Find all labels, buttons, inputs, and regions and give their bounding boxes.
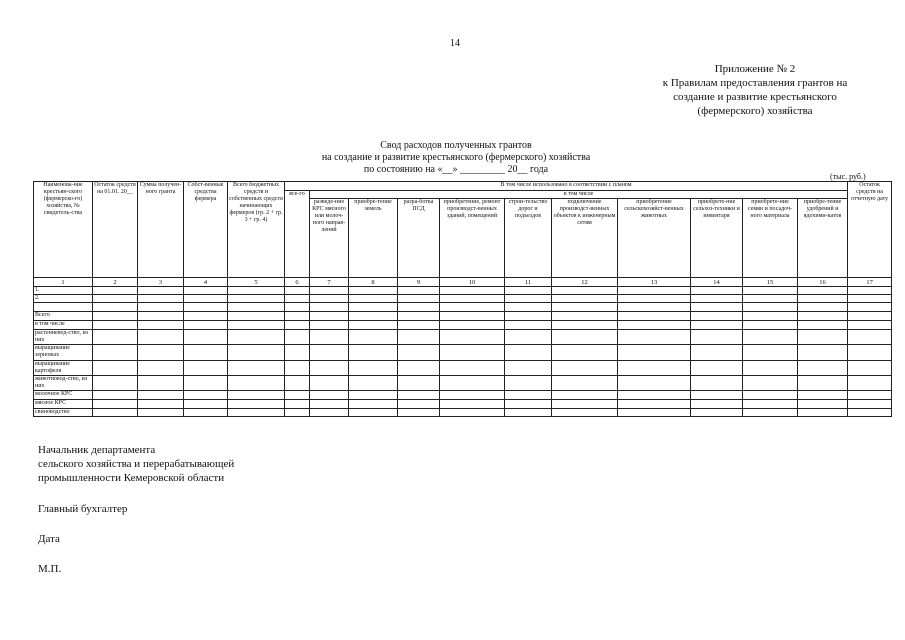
table-cell[interactable] [184, 321, 228, 330]
table-cell[interactable] [552, 409, 618, 417]
table-cell[interactable] [310, 409, 349, 417]
table-cell[interactable] [848, 330, 892, 345]
table-cell[interactable] [552, 376, 618, 391]
table-cell[interactable] [505, 295, 552, 303]
units-label: (тыс. руб.) [830, 172, 866, 181]
head-title-line-1: Начальник департамента [38, 444, 156, 456]
table-cell[interactable] [743, 287, 798, 295]
table-cell[interactable] [798, 330, 848, 345]
header-utilities: подключение производст-венных объектов к инженерным сетям [552, 199, 618, 278]
header-machinery: приобрете-ние сельхоз-техники и инвентаря [691, 199, 743, 278]
table-cell[interactable] [285, 376, 310, 391]
table-cell[interactable] [552, 295, 618, 303]
table-cell[interactable] [285, 345, 310, 361]
table-cell[interactable] [285, 321, 310, 330]
table-cell[interactable] [743, 400, 798, 409]
header-total-funds: Всего бюджетных средств и собственных средств начинающих фермеров (гр. 2 + гр. 3 + гр. 4) [228, 182, 285, 278]
table-cell[interactable] [618, 345, 691, 361]
table-cell[interactable] [184, 303, 228, 312]
table-row [34, 361, 892, 376]
table-cell[interactable] [798, 312, 848, 321]
row-label: 1. [34, 287, 93, 295]
table-cell[interactable] [93, 345, 138, 361]
table-cell[interactable] [310, 312, 349, 321]
table-cell[interactable] [228, 409, 285, 417]
row-label [34, 303, 93, 312]
table-cell[interactable] [310, 376, 349, 391]
column-number: 2 [93, 278, 138, 287]
header-buildings: приобретение, ремонт производст-венных зданий, помещений [440, 199, 505, 278]
column-number: 16 [798, 278, 848, 287]
appendix-header [600, 62, 905, 118]
table-cell[interactable] [349, 345, 398, 361]
table-cell[interactable] [505, 361, 552, 376]
table-cell[interactable] [691, 345, 743, 361]
table-cell[interactable] [349, 409, 398, 417]
head-signature-block [38, 443, 234, 485]
column-number: 7 [310, 278, 349, 287]
row-label: выращивание картофеля [34, 361, 93, 376]
table-cell[interactable] [138, 330, 184, 345]
table-cell[interactable] [743, 303, 798, 312]
title-line-1: Свод расходов полученных грантов [380, 140, 532, 151]
column-number: 3 [138, 278, 184, 287]
table-cell[interactable] [398, 321, 440, 330]
table-cell[interactable] [440, 361, 505, 376]
table-cell[interactable] [310, 400, 349, 409]
table-row [34, 391, 892, 400]
table-cell[interactable] [440, 312, 505, 321]
column-number: 8 [349, 278, 398, 287]
appendix-line-4: (фермерского) хозяйства [697, 105, 813, 117]
table-cell[interactable] [552, 303, 618, 312]
column-numbers-row [34, 278, 892, 287]
table-cell[interactable] [93, 409, 138, 417]
table-cell[interactable] [691, 391, 743, 400]
table-cell[interactable] [618, 376, 691, 391]
table-cell[interactable] [310, 361, 349, 376]
table-cell[interactable] [398, 287, 440, 295]
column-number: 10 [440, 278, 505, 287]
table-cell[interactable] [848, 321, 892, 330]
table-cell[interactable] [440, 391, 505, 400]
table-cell[interactable] [691, 303, 743, 312]
header-animals: приобретение сельскохозяйст-венных животных [618, 199, 691, 278]
table-cell[interactable] [440, 330, 505, 345]
table-cell[interactable] [440, 400, 505, 409]
table-cell[interactable] [310, 391, 349, 400]
table-row [34, 287, 892, 295]
table-cell[interactable] [743, 321, 798, 330]
table-cell[interactable] [285, 400, 310, 409]
table-cell[interactable] [398, 312, 440, 321]
table-cell[interactable] [848, 409, 892, 417]
table-cell[interactable] [184, 400, 228, 409]
table-cell[interactable] [440, 303, 505, 312]
row-label: свиноводство [34, 409, 93, 417]
table-cell[interactable] [349, 295, 398, 303]
table-cell[interactable] [398, 295, 440, 303]
table-cell[interactable] [184, 287, 228, 295]
table-cell[interactable] [138, 400, 184, 409]
table-cell[interactable] [848, 391, 892, 400]
table-cell[interactable] [743, 312, 798, 321]
header-including: в том числе [310, 191, 848, 199]
header-seeds: приобрете-ние семян и посадоч-ного материала [743, 199, 798, 278]
table-cell[interactable] [552, 287, 618, 295]
table-cell[interactable] [552, 312, 618, 321]
table-cell[interactable] [743, 376, 798, 391]
table-cell[interactable] [798, 361, 848, 376]
table-cell[interactable] [618, 400, 691, 409]
table-cell[interactable] [285, 409, 310, 417]
appendix-line-2: к Правилам предоставления грантов на [662, 77, 848, 89]
table-cell[interactable] [138, 376, 184, 391]
table-cell[interactable] [618, 409, 691, 417]
table-cell[interactable] [349, 376, 398, 391]
row-label: в том числе [34, 321, 93, 330]
table-cell[interactable] [310, 321, 349, 330]
table-cell[interactable] [398, 361, 440, 376]
table-cell[interactable] [310, 303, 349, 312]
table-cell[interactable] [398, 391, 440, 400]
table-cell[interactable] [505, 376, 552, 391]
column-number: 5 [228, 278, 285, 287]
table-cell[interactable] [228, 287, 285, 295]
table-row [34, 312, 892, 321]
table-cell[interactable] [349, 303, 398, 312]
title-line-3: по состоянию на «__» _________ 20__ года [363, 164, 549, 175]
table-cell[interactable] [138, 345, 184, 361]
table-cell[interactable] [691, 400, 743, 409]
row-label: 2. [34, 295, 93, 303]
table-cell[interactable] [93, 321, 138, 330]
table-cell[interactable] [552, 330, 618, 345]
table-cell[interactable] [505, 409, 552, 417]
table-cell[interactable] [618, 330, 691, 345]
table-cell[interactable] [93, 303, 138, 312]
table-cell[interactable] [228, 321, 285, 330]
header-used-group: В том числе использовано в соответствии с планом [285, 182, 848, 191]
table-cell[interactable] [398, 409, 440, 417]
table-cell[interactable] [440, 295, 505, 303]
table-row [34, 400, 892, 409]
column-number: 13 [618, 278, 691, 287]
table-cell[interactable] [618, 295, 691, 303]
table-cell[interactable] [349, 321, 398, 330]
table-cell[interactable] [743, 330, 798, 345]
table-cell[interactable] [228, 312, 285, 321]
header-land: приобре-тение земель [349, 199, 398, 278]
table-cell[interactable] [228, 391, 285, 400]
appendix-line-3: создание и развитие крестьянского [673, 91, 837, 103]
table-cell[interactable] [618, 312, 691, 321]
column-number: 12 [552, 278, 618, 287]
table-cell[interactable] [440, 376, 505, 391]
table-cell[interactable] [440, 409, 505, 417]
column-number: 11 [505, 278, 552, 287]
table-cell[interactable] [798, 376, 848, 391]
table-cell[interactable] [349, 330, 398, 345]
table-cell[interactable] [848, 303, 892, 312]
header-grant-amount: Сумма получен-ного гранта [138, 182, 184, 278]
table-cell[interactable] [285, 295, 310, 303]
row-label: животновод-ство, из них [34, 376, 93, 391]
row-label: Всего [34, 312, 93, 321]
table-cell[interactable] [505, 303, 552, 312]
table-cell[interactable] [691, 330, 743, 345]
table-row [34, 409, 892, 417]
table-cell[interactable] [184, 312, 228, 321]
stamp-label: М.П. [38, 563, 62, 575]
table-cell[interactable] [138, 361, 184, 376]
table-cell[interactable] [505, 391, 552, 400]
table-cell[interactable] [285, 330, 310, 345]
table-cell[interactable] [310, 287, 349, 295]
table-cell[interactable] [440, 321, 505, 330]
column-number: 9 [398, 278, 440, 287]
table-cell[interactable] [552, 400, 618, 409]
accountant-label: Главный бухгалтер [38, 503, 128, 515]
row-label: растениевод-ство, из них [34, 330, 93, 345]
page-number: 14 [450, 38, 460, 49]
table-cell[interactable] [184, 409, 228, 417]
table-cell[interactable] [349, 361, 398, 376]
table-cell[interactable] [618, 321, 691, 330]
table-cell[interactable] [440, 287, 505, 295]
table-cell[interactable] [798, 287, 848, 295]
table-cell[interactable] [310, 345, 349, 361]
table-cell[interactable] [93, 376, 138, 391]
table-cell[interactable] [848, 361, 892, 376]
table-cell[interactable] [93, 361, 138, 376]
header-balance-start: Остаток средств на 01.01. 20__ [93, 182, 138, 278]
header-farm-name: Наименова-ние крестьян-ского (фермерско-го) хозяйства, № свидетель-ства [34, 182, 93, 278]
row-label: мясное КРС [34, 400, 93, 409]
appendix-line-1: Приложение № 2 [714, 63, 796, 75]
table-cell[interactable] [228, 330, 285, 345]
table-cell[interactable] [398, 303, 440, 312]
head-title-line-2: сельского хозяйства и перерабатывающей [38, 458, 235, 470]
table-row [34, 295, 892, 303]
table-cell[interactable] [349, 287, 398, 295]
table-cell[interactable] [552, 345, 618, 361]
table-cell[interactable] [285, 303, 310, 312]
head-title-line-3: промышленности Кемеровской области [38, 472, 225, 484]
table-cell[interactable] [184, 361, 228, 376]
table-cell[interactable] [552, 391, 618, 400]
table-cell[interactable] [798, 295, 848, 303]
date-label: Дата [38, 533, 60, 545]
table-cell[interactable] [138, 409, 184, 417]
table-cell[interactable] [228, 345, 285, 361]
table-cell[interactable] [505, 400, 552, 409]
table-cell[interactable] [505, 312, 552, 321]
table-cell[interactable] [93, 400, 138, 409]
column-number: 6 [285, 278, 310, 287]
table-cell[interactable] [184, 330, 228, 345]
table-cell[interactable] [138, 312, 184, 321]
table-cell[interactable] [618, 361, 691, 376]
column-number: 15 [743, 278, 798, 287]
table-cell[interactable] [184, 295, 228, 303]
table-cell[interactable] [798, 409, 848, 417]
header-fertilizers: приобре-тение удобрений и ядохими-катов [798, 199, 848, 278]
table-cell[interactable] [505, 321, 552, 330]
table-cell[interactable] [398, 400, 440, 409]
table-cell[interactable] [398, 376, 440, 391]
table-cell[interactable] [848, 287, 892, 295]
table-cell[interactable] [743, 345, 798, 361]
expense-table [33, 181, 892, 417]
table-cell[interactable] [798, 345, 848, 361]
table-cell[interactable] [691, 376, 743, 391]
header-total: все-го [285, 191, 310, 278]
table-cell[interactable] [505, 330, 552, 345]
table-cell[interactable] [798, 391, 848, 400]
table-cell[interactable] [138, 287, 184, 295]
header-balance-end: Остаток средств на отчетную дату [848, 182, 892, 278]
table-cell[interactable] [138, 321, 184, 330]
table-cell[interactable] [285, 312, 310, 321]
table-cell[interactable] [349, 391, 398, 400]
table-cell[interactable] [798, 321, 848, 330]
table-cell[interactable] [505, 345, 552, 361]
table-row [34, 321, 892, 330]
column-number: 4 [184, 278, 228, 287]
title-line-2: на создание и развитие крестьянского (фермерского) хозяйства [321, 152, 591, 163]
table-cell[interactable] [743, 391, 798, 400]
table-cell[interactable] [552, 361, 618, 376]
table-cell[interactable] [798, 400, 848, 409]
table-cell[interactable] [184, 391, 228, 400]
header-psd: разра-ботка ПСД [398, 199, 440, 278]
table-cell[interactable] [743, 295, 798, 303]
table-cell[interactable] [228, 295, 285, 303]
table-cell[interactable] [848, 295, 892, 303]
table-cell[interactable] [138, 391, 184, 400]
table-cell[interactable] [848, 345, 892, 361]
table-cell[interactable] [618, 287, 691, 295]
table-row [34, 330, 892, 345]
table-cell[interactable] [285, 361, 310, 376]
header-own-funds: Собст-венные средства фермера [184, 182, 228, 278]
table-cell[interactable] [440, 345, 505, 361]
table-row [34, 303, 892, 312]
table-cell[interactable] [228, 400, 285, 409]
table-cell[interactable] [228, 303, 285, 312]
table-cell[interactable] [228, 376, 285, 391]
table-cell[interactable] [285, 287, 310, 295]
table-cell[interactable] [798, 303, 848, 312]
table-cell[interactable] [285, 391, 310, 400]
table-cell[interactable] [93, 287, 138, 295]
table-cell[interactable] [349, 312, 398, 321]
table-cell[interactable] [552, 321, 618, 330]
table-cell[interactable] [743, 409, 798, 417]
table-cell[interactable] [138, 295, 184, 303]
column-number: 17 [848, 278, 892, 287]
document-title [250, 140, 662, 176]
table-cell[interactable] [691, 312, 743, 321]
row-label: молочное КРС [34, 391, 93, 400]
table-cell[interactable] [691, 321, 743, 330]
table-cell[interactable] [93, 295, 138, 303]
column-number: 1 [34, 278, 93, 287]
table-row [34, 376, 892, 391]
table-cell[interactable] [618, 303, 691, 312]
table-cell[interactable] [691, 295, 743, 303]
table-cell[interactable] [138, 303, 184, 312]
column-number: 14 [691, 278, 743, 287]
table-cell[interactable] [184, 345, 228, 361]
table-cell[interactable] [848, 312, 892, 321]
table-cell[interactable] [93, 391, 138, 400]
table-cell[interactable] [398, 330, 440, 345]
row-label: выращивание зерновых [34, 345, 93, 361]
table-cell[interactable] [743, 361, 798, 376]
table-row [34, 345, 892, 361]
table-cell[interactable] [691, 409, 743, 417]
table-cell[interactable] [349, 400, 398, 409]
table-cell[interactable] [93, 330, 138, 345]
table-cell[interactable] [93, 312, 138, 321]
table-cell[interactable] [691, 361, 743, 376]
header-roads: строи-тельство дорог и подъездов [505, 199, 552, 278]
table-cell[interactable] [228, 361, 285, 376]
table-cell[interactable] [848, 376, 892, 391]
table-cell[interactable] [618, 391, 691, 400]
header-cattle-breeding: разведе-ние КРС мясного или молоч-ного направ-лений [310, 199, 349, 278]
table-cell[interactable] [398, 345, 440, 361]
table-cell[interactable] [310, 295, 349, 303]
table-cell[interactable] [310, 330, 349, 345]
table-cell[interactable] [848, 400, 892, 409]
table-cell[interactable] [691, 287, 743, 295]
table-cell[interactable] [184, 376, 228, 391]
table-cell[interactable] [505, 287, 552, 295]
